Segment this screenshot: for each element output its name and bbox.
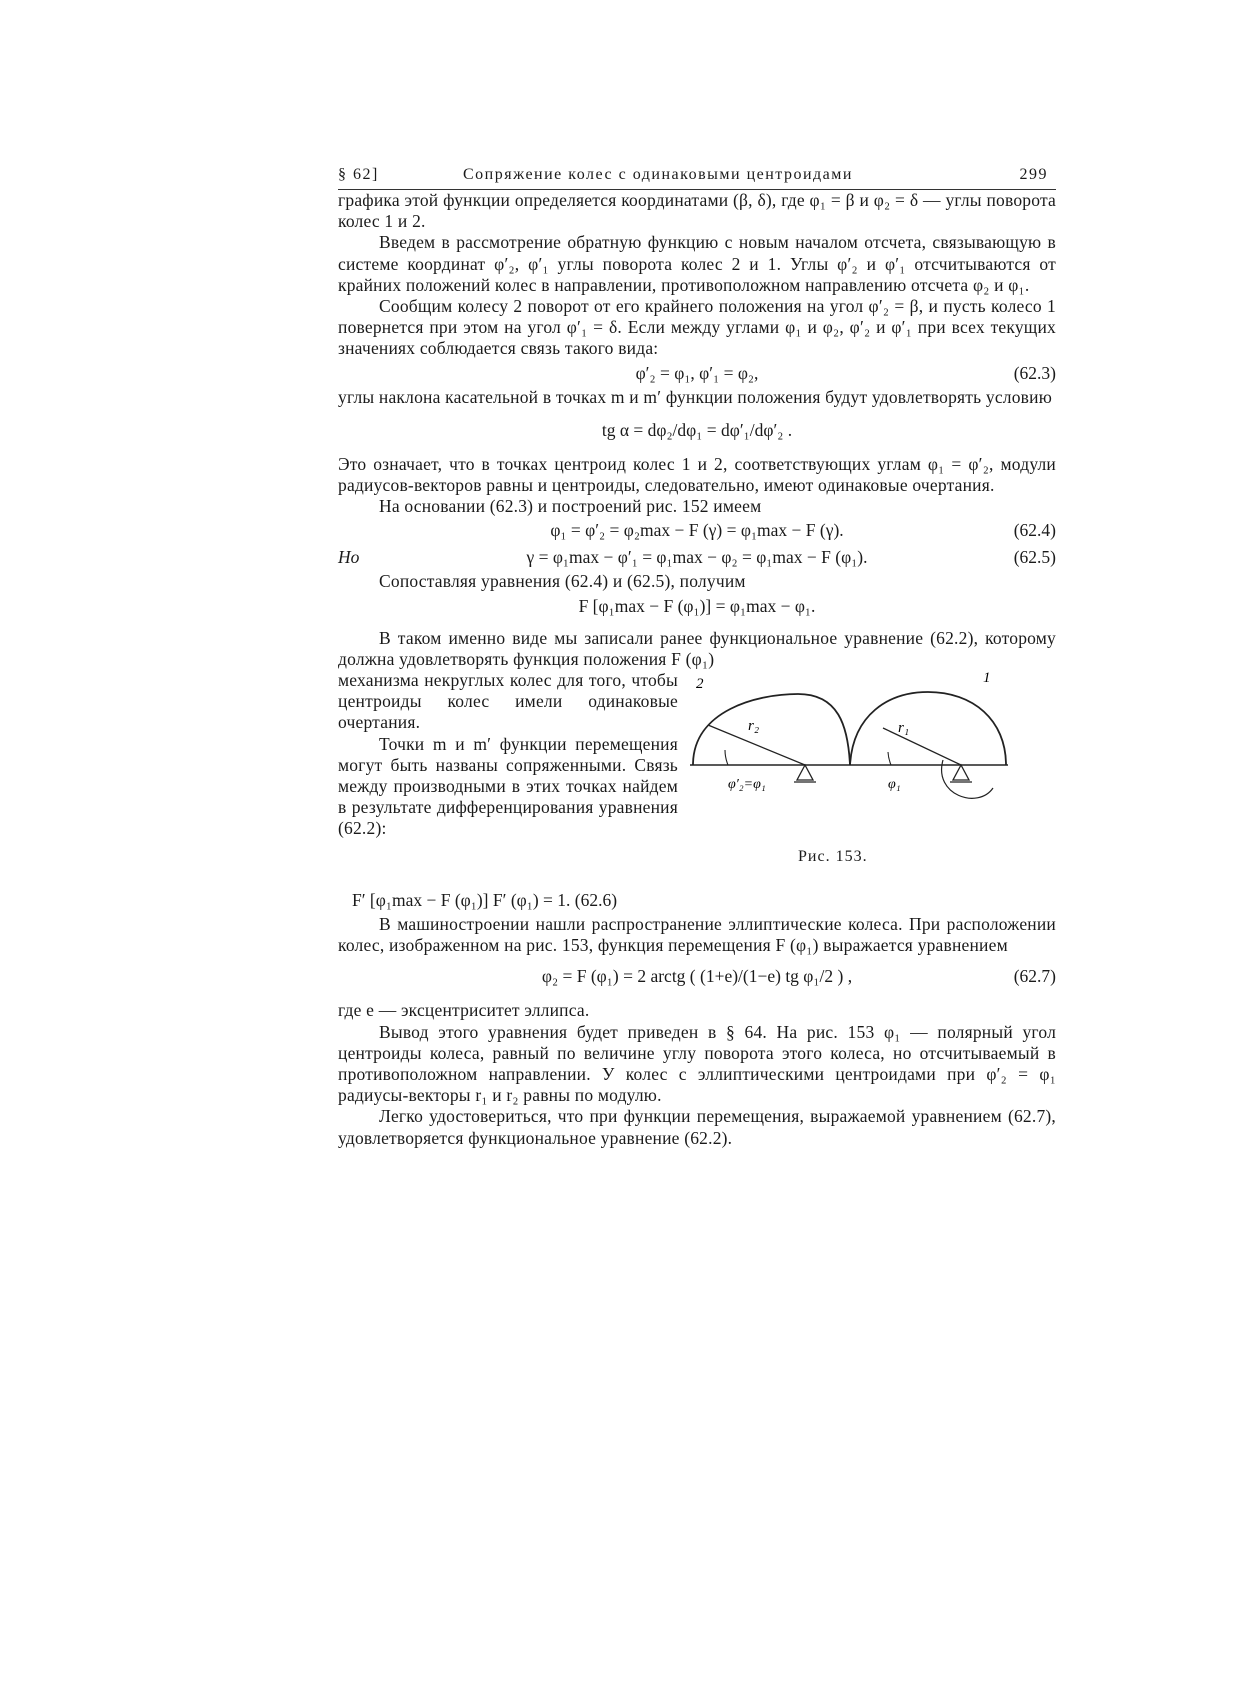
running-title: Сопряжение колес с одинаковыми центроидами — [463, 166, 853, 183]
equation-body: F [φ₁max − F (φ₁)] = φ₁max − φ₁. — [578, 595, 816, 616]
label-wheel-1: 1 — [983, 670, 991, 687]
pivot-2-icon — [797, 765, 813, 780]
equation-62-3 — [338, 360, 1056, 387]
figure-block — [338, 670, 1056, 888]
equation-body: φ₁ = φ′₂ = φ₂max − F (γ) = φ₁max − F (γ). — [550, 520, 844, 541]
equation-62-4 — [338, 517, 1056, 544]
label-wheel-2: 2 — [696, 676, 704, 693]
figure-side-text — [338, 670, 678, 840]
book-page — [338, 160, 1056, 1149]
label-phi2: φ′₂=φ₁ — [728, 777, 766, 793]
equation-62-7 — [338, 956, 1056, 1000]
paragraph-2: Введем в рассмотрение обратную функцию с новым началом отсчета, связывающую в системе координат φ′₂, φ′₁ углы поворота колес 2 и 1. Углы φ′₂ и φ′₁ отсчитываются от крайних положений колес в направлении, противоположном направлению отсчета φ₂ и φ₁. — [338, 232, 1056, 295]
running-header — [338, 160, 1056, 190]
paragraph-6: На основании (62.3) и построений рис. 152 имеем — [379, 496, 762, 517]
paragraph-11: Точки m и m′ функции перемещения могут быть названы сопряженными. Связь между производными в этих точках найдем в результате дифференцирования уравнения (62.2): — [338, 733, 678, 839]
equation-functional — [338, 593, 1056, 620]
radius-r1 — [883, 728, 961, 765]
paragraph-1: графика этой функции определяется координатами (β, δ), где φ₁ = β и φ₂ = δ — углы поворота колес 1 и 2. — [338, 190, 1056, 232]
equation-body: tg α = dφ₂/dφ₁ = dφ′₁/dφ′₂ . — [601, 419, 793, 440]
label-r2: r₂ — [748, 718, 760, 735]
equation-number: (62.5) — [1013, 547, 1056, 568]
paragraph-4: углы наклона касательной в точках m и m′ функции положения будут удовлетворять условию — [338, 386, 1052, 407]
paragraph-9: В таком именно виде мы записали ранее функциональное уравнение (62.2), которому должна удовлетворять функция положения F (φ₁) — [338, 627, 1056, 669]
page-number: 299 — [1019, 166, 1048, 183]
equation-body: γ = φ₁max − φ′₁ = φ₁max − φ₂ = φ₁max − F (φ₁). — [526, 547, 868, 568]
pivot-1-icon — [953, 765, 969, 780]
equation-number: (62.4) — [1013, 520, 1056, 541]
label-phi1: φ₁ — [888, 777, 901, 793]
paragraph-12: В машиностроении нашли распространение эллиптические колеса. При расположении колес, изображенном на рис. 153, функция перемещения F (φ₁) выражается уравнением — [338, 914, 1056, 956]
equation-62-5 — [338, 544, 1056, 571]
section-number: § 62] — [338, 166, 379, 183]
equation-number: (62.3) — [1013, 362, 1056, 383]
equation-62-6 — [338, 888, 1056, 914]
paragraph-15: Легко удостовериться, что при функции перемещения, выражаемой уравнением (62.7), удовлетворяется функциональное уравнение (62.2). — [338, 1106, 1056, 1148]
wheel-2-centroid — [693, 694, 850, 765]
angle-arc-2 — [725, 750, 728, 765]
paragraph-8: Сопоставляя уравнения (62.4) и (62.5), получим — [379, 571, 746, 592]
label-r1: r₁ — [898, 720, 910, 737]
paragraph-3: Сообщим колесу 2 поворот от его крайнего положения на угол φ′₂ = β, и пусть колесо 1 повернется при этом на угол φ′₁ = δ. Если между углами φ₁ и φ₂, φ′₂ и φ′₁ при всех текущих значениях соблюдается связь такого вида: — [338, 296, 1056, 359]
angle-arc-1 — [888, 752, 891, 765]
equation-number: (62.7) — [1013, 966, 1056, 987]
paragraph-10: механизма некруглых колес для того, чтобы центроиды колес имели одинаковые очертания. — [338, 670, 678, 733]
equation-body: φ′₂ = φ₁, φ′₁ = φ₂, — [635, 362, 759, 383]
paragraph-13: где e — эксцентриситет эллипса. — [338, 1000, 590, 1021]
paragraph-5: Это означает, что в точках центроид колес 1 и 2, соответствующих углам φ₁ = φ′₂, модули радиусов-векторов равны и центроиды, следовательно, имеют одинаковые очертания. — [338, 453, 1056, 496]
header-rule — [338, 189, 1056, 190]
word-no: Но — [338, 547, 360, 568]
equation-body: F′ [φ₁max − F (φ₁)] F′ (φ₁) = 1. (62.6) — [352, 890, 618, 911]
figure-caption: Рис. 153. — [798, 848, 868, 866]
figure-153 — [688, 670, 1018, 845]
equation-tangent — [338, 408, 1056, 454]
equation-body: φ₂ = F (φ₁) = 2 arctg ( (1+e)/(1−e) tg φ₁/2 ) , — [541, 966, 853, 987]
wheel-1-centroid — [850, 692, 1006, 765]
paragraph-14: Вывод этого уравнения будет приведен в § 64. На рис. 153 φ₁ — полярный угол центроиды колеса, равный по величине углу поворота этого колеса, но отсчитываемый в противоположном направлении. У колес с эллиптическими центроидами при φ′₂ = φ₁ радиусы-векторы r₁ и r₂ равны по модулю. — [338, 1021, 1056, 1106]
